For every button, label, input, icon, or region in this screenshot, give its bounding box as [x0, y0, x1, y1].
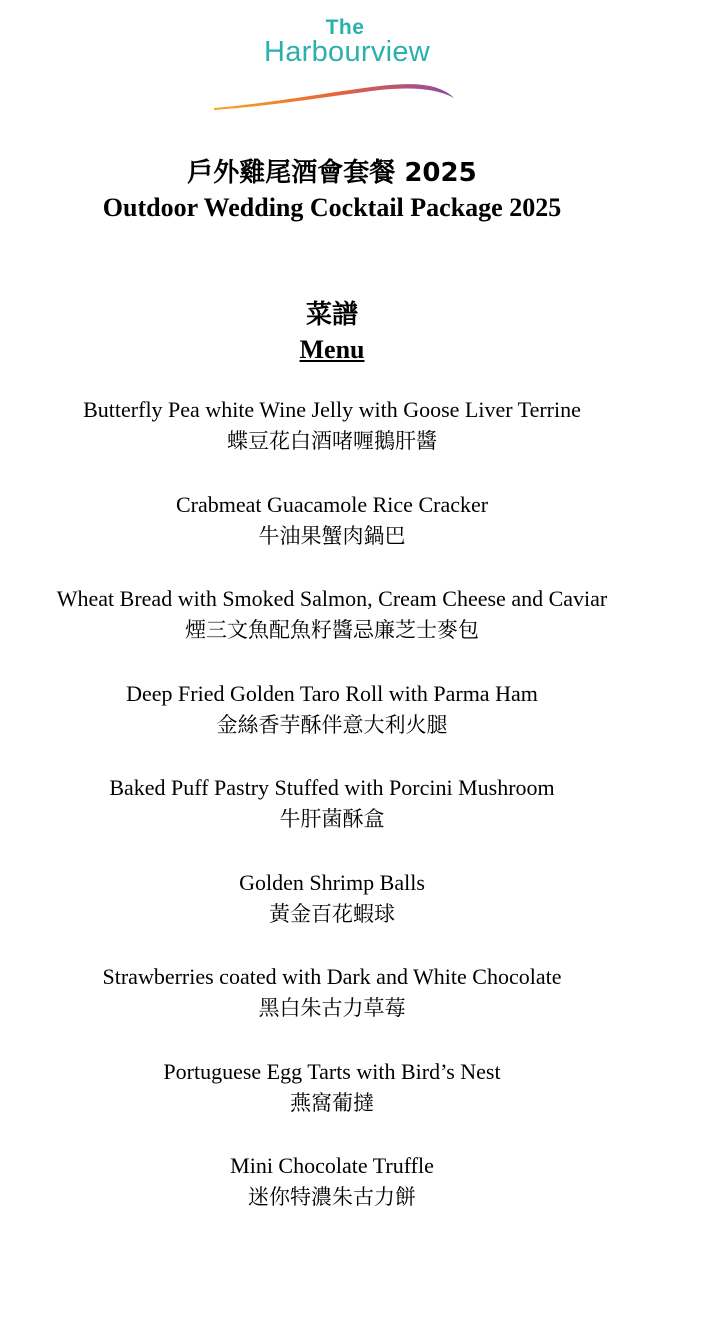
menu-item — [0, 869, 664, 964]
menu-item-list — [0, 396, 664, 1247]
menu-item-chinese: 牛肝菌酥盒 — [279, 807, 385, 831]
logo-text-the: The — [325, 16, 365, 39]
menu-item-english: Baked Puff Pastry Stuffed with Porcini Mushroom — [109, 775, 555, 800]
menu-item-english: Golden Shrimp Balls — [239, 869, 425, 895]
menu-item-english: Wheat Bread with Smoked Salmon, Cream Cheese and Caviar — [56, 586, 608, 611]
menu-item-chinese: 蝶豆花白酒啫喱鵝肝醬 — [227, 429, 437, 453]
menu-item — [0, 491, 664, 586]
menu-item-chinese: 金絲香芋酥伴意大利火腿 — [216, 712, 448, 737]
menu-item-chinese: 迷你特濃朱古力餅 — [248, 1185, 416, 1209]
menu-item — [0, 585, 664, 680]
menu-heading-english: Menu — [299, 335, 365, 364]
menu-item — [0, 963, 664, 1058]
menu-item — [0, 1152, 664, 1247]
menu-item-english: Strawberries coated with Dark and White Chocolate — [102, 964, 562, 989]
menu-item-chinese: 牛油果蟹肉鍋巴 — [258, 523, 406, 548]
menu-item — [0, 680, 664, 775]
package-title-chinese: 戶外雞尾酒會套餐 2025 — [187, 158, 477, 188]
menu-item-chinese: 黑白朱古力草莓 — [258, 996, 406, 1020]
menu-item-english: Crabmeat Guacamole Rice Cracker — [175, 491, 489, 517]
menu-item-chinese: 煙三文魚配魚籽醬忌廉芝士麥包 — [185, 618, 479, 642]
menu-item — [0, 396, 664, 491]
logo-text-harbourview: Harbourview — [263, 36, 431, 68]
package-title-english: Outdoor Wedding Cocktail Package 2025 — [102, 193, 562, 222]
menu-item — [0, 774, 664, 869]
menu-item-chinese: 黃金百花蝦球 — [269, 901, 395, 926]
menu-item-english: Portuguese Egg Tarts with Bird’s Nest — [163, 1058, 501, 1084]
menu-item — [0, 1058, 664, 1153]
menu-item-english: Butterfly Pea white Wine Jelly with Goose Liver Terrine — [83, 397, 581, 422]
menu-item-english: Deep Fried Golden Taro Roll with Parma Ham — [126, 680, 538, 706]
menu-item-english: Mini Chocolate Truffle — [230, 1153, 434, 1178]
harbourview-logo — [0, 14, 711, 114]
menu-item-chinese: 燕窩葡撻 — [290, 1090, 374, 1115]
menu-heading-chinese: 菜譜 — [305, 300, 358, 330]
logo-swoosh-icon — [210, 78, 460, 114]
